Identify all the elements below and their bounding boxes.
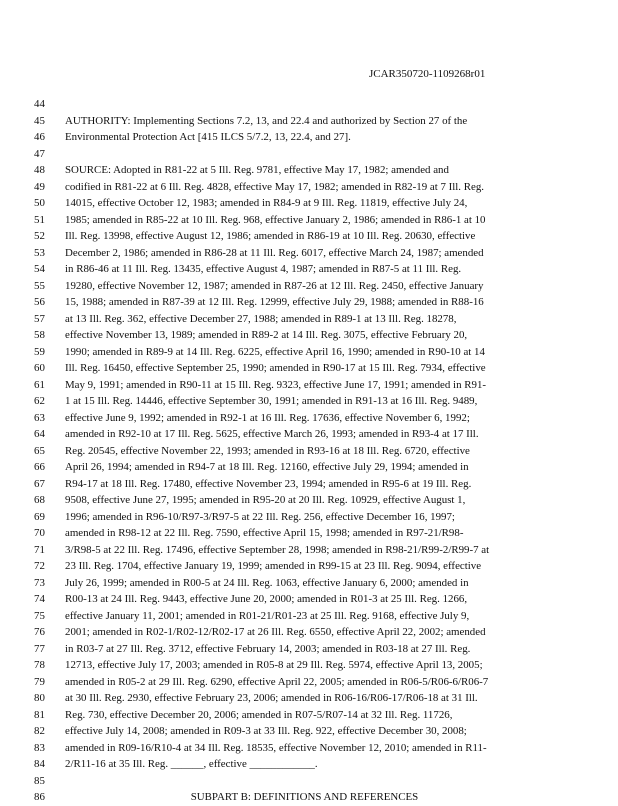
subpart-heading: SUBPART B: DEFINITIONS AND REFERENCES (190, 791, 419, 803)
line-number: 65 (34, 444, 45, 457)
line-number: 57 (34, 312, 45, 325)
line-number: 51 (34, 213, 45, 226)
line-text: May 9, 1991; amended in R90-11 at 15 Ill. Reg. 9323, effective June 17, 1991; amended in R91- (65, 378, 487, 391)
line-text: amended in R09-16/R10-4 at 34 Ill. Reg. 18535, effective November 12, 2010; amended in R11- (65, 741, 487, 754)
line-text: 1 at 15 Ill. Reg. 14446, effective September 30, 1991; amended in R91-13 at 16 Ill. Reg. 9489, (65, 395, 478, 407)
document-line (34, 294, 594, 311)
document-line (34, 525, 594, 542)
document-id: JCAR350720-1109268r01 (369, 68, 486, 80)
line-text: April 26, 1994; amended in R94-7 at 18 Ill. Reg. 12160, effective July 29, 1994; amended in (65, 461, 469, 473)
document-line (34, 459, 594, 476)
line-number: 60 (34, 362, 45, 374)
line-number: 62 (34, 395, 45, 407)
line-text (65, 773, 594, 790)
document-line (34, 410, 594, 427)
line-text: SOURCE: Adopted in R81-22 at 5 Ill. Reg. 9781, effective May 17, 1982; amended and (65, 164, 449, 176)
line-number: 50 (34, 197, 45, 209)
line-number: 45 (34, 114, 45, 127)
document-line (34, 509, 594, 526)
line-number: 58 (34, 329, 45, 341)
line-text: July 26, 1999; amended in R00-5 at 24 Ill. Reg. 1063, effective January 6, 2000; amended in (65, 576, 469, 589)
document-line (34, 212, 594, 229)
document-line (34, 377, 594, 394)
document-line (34, 707, 594, 724)
line-number: 52 (34, 230, 45, 242)
document-line (34, 789, 594, 806)
line-number: 84 (34, 758, 45, 770)
document-line (34, 608, 594, 625)
line-text: 12713, effective July 17, 2003; amended in R05-8 at 29 Ill. Reg. 5974, effective April 13, 2005; (65, 659, 483, 671)
line-number: 55 (34, 279, 45, 292)
document-line (34, 657, 594, 674)
line-text: 15, 1988; amended in R87-39 at 12 Ill. Reg. 12999, effective July 29, 1988; amended in R88-16 (65, 296, 484, 308)
line-text: amended in R98-12 at 22 Ill. Reg. 7590, effective April 15, 1998; amended in R97-21/R98- (65, 527, 464, 539)
line-text: 1990; amended in R89-9 at 14 Ill. Reg. 6225, effective April 16, 1990; amended in R90-10 at 14 (65, 345, 485, 358)
line-number: 72 (34, 560, 45, 572)
line-text: Reg. 730, effective December 20, 2006; amended in R07-5/R07-14 at 32 Ill. Reg. 11726, (65, 708, 453, 721)
line-text: amended in R92-10 at 17 Ill. Reg. 5625, effective March 26, 1993; amended in R93-4 at 17 Ill. (65, 428, 479, 440)
line-text: 19280, effective November 12, 1987; amended in R87-26 at 12 Ill. Reg. 2450, effective January (65, 279, 484, 292)
line-number: 74 (34, 593, 45, 605)
document-line (34, 344, 594, 361)
line-number: 66 (34, 461, 45, 473)
line-text: Ill. Reg. 16450, effective September 25, 1990; amended in R90-17 at 15 Ill. Reg. 7934, effective (65, 362, 486, 374)
line-text: Reg. 20545, effective November 22, 1993; amended in R93-16 at 18 Ill. Reg. 6720, effective (65, 444, 470, 457)
document-line (34, 575, 594, 592)
document-line (34, 96, 594, 113)
line-number: 77 (34, 642, 45, 655)
line-text: December 2, 1986; amended in R86-28 at 11 Ill. Reg. 6017, effective March 24, 1987; amended (65, 246, 484, 259)
line-number: 64 (34, 428, 45, 440)
document-line (34, 327, 594, 344)
line-text: in R86-46 at 11 Ill. Reg. 13435, effective August 4, 1987; amended in R87-5 at 11 Ill. Reg. (65, 263, 462, 275)
line-number: 71 (34, 543, 45, 556)
line-number: 59 (34, 345, 45, 358)
document-line (34, 162, 594, 179)
document-line (34, 146, 594, 163)
document-line (34, 443, 594, 460)
document-line (34, 278, 594, 295)
line-text: effective June 9, 1992; amended in R92-1 at 16 Ill. Reg. 17636, effective November 6, 1992; (65, 411, 470, 424)
line-text: effective July 14, 2008; amended in R09-3 at 33 Ill. Reg. 922, effective December 30, 2008; (65, 725, 467, 737)
line-number: 49 (34, 180, 45, 193)
line-number: 69 (34, 510, 45, 523)
document-line (34, 113, 594, 130)
document-line (34, 245, 594, 262)
line-number: 53 (34, 246, 45, 259)
line-number: 61 (34, 378, 45, 391)
document-line (34, 426, 594, 443)
line-text: Environmental Protection Act [415 ILCS 5/7.2, 13, 22.4, and 27]. (65, 131, 351, 143)
line-number: 85 (34, 774, 45, 787)
line-number: 68 (34, 494, 45, 506)
document-line (34, 261, 594, 278)
line-number: 67 (34, 477, 45, 490)
line-text (65, 96, 594, 113)
line-text (65, 146, 594, 163)
line-text: AUTHORITY: Implementing Sections 7.2, 13, and 22.4 and authorized by Section 27 of the (65, 114, 468, 127)
line-number: 83 (34, 741, 45, 754)
line-text: R94-17 at 18 Ill. Reg. 17480, effective November 23, 1994; amended in R95-6 at 19 Ill. Reg. (65, 477, 472, 490)
line-text: 3/R98-5 at 22 Ill. Reg. 17496, effective September 28, 1998; amended in R98-21/R99-2/R99-7 at (65, 543, 490, 556)
line-text: 2001; amended in R02-1/R02-12/R02-17 at 26 Ill. Reg. 6550, effective April 22, 2002; amended (65, 626, 486, 638)
line-text: in R03-7 at 27 Ill. Reg. 3712, effective February 14, 2003; amended in R03-18 at 27 Ill. Reg. (65, 642, 471, 655)
line-number: 54 (34, 263, 45, 275)
line-number: 76 (34, 626, 45, 638)
document-line (34, 558, 594, 575)
line-number: 48 (34, 164, 45, 176)
line-number: 44 (34, 98, 45, 110)
line-number: 82 (34, 725, 45, 737)
line-number: 75 (34, 609, 45, 622)
document-line (34, 624, 594, 641)
line-text: R00-13 at 24 Ill. Reg. 9443, effective June 20, 2000; amended in R01-3 at 25 Ill. Reg. 1266, (65, 593, 468, 605)
line-number: 78 (34, 659, 45, 671)
document-body (34, 96, 594, 806)
line-text: effective November 13, 1989; amended in R89-2 at 14 Ill. Reg. 3075, effective February 20, (65, 329, 468, 341)
line-text: 9508, effective June 27, 1995; amended in R95-20 at 20 Ill. Reg. 10929, effective August 1, (65, 494, 466, 506)
document-line (34, 492, 594, 509)
document-line (34, 723, 594, 740)
line-text: 1985; amended in R85-22 at 10 Ill. Reg. 968, effective January 2, 1986; amended in R86-1 at 10 (65, 213, 486, 226)
line-text: 1996; amended in R96-10/R97-3/R97-5 at 22 Ill. Reg. 256, effective December 16, 1997; (65, 510, 455, 523)
document-line (34, 674, 594, 691)
line-text: at 13 Ill. Reg. 362, effective December 27, 1988; amended in R89-1 at 13 Ill. Reg. 18278, (65, 312, 457, 325)
line-text: Ill. Reg. 13998, effective August 12, 1986; amended in R86-19 at 10 Ill. Reg. 20630, effective (65, 230, 476, 242)
line-text: effective January 11, 2001; amended in R01-21/R01-23 at 25 Ill. Reg. 9168, effective July 9, (65, 609, 470, 622)
line-number: 56 (34, 296, 45, 308)
line-number: 79 (34, 675, 45, 688)
line-number: 46 (34, 131, 45, 143)
line-text: amended in R05-2 at 29 Ill. Reg. 6290, effective April 22, 2005; amended in R06-5/R06-6/R06-7 (65, 675, 489, 688)
document-line (34, 773, 594, 790)
line-text: at 30 Ill. Reg. 2930, effective February 23, 2006; amended in R06-16/R06-17/R06-18 at 31 Ill. (65, 692, 478, 704)
document-line (34, 690, 594, 707)
document-line (34, 179, 594, 196)
document-line (34, 195, 594, 212)
line-text: 23 Ill. Reg. 1704, effective January 19, 1999; amended in R99-15 at 23 Ill. Reg. 9094, effective (65, 560, 482, 572)
document-line (34, 311, 594, 328)
line-number: 47 (34, 147, 45, 160)
line-text: codified in R81-22 at 6 Ill. Reg. 4828, effective May 17, 1982; amended in R82-19 at 7 Ill. Reg. (65, 180, 485, 193)
line-number: 81 (34, 708, 45, 721)
line-number: 86 (34, 791, 45, 803)
line-number: 70 (34, 527, 45, 539)
line-number: 80 (34, 692, 45, 704)
document-line (34, 542, 594, 559)
document-line (34, 476, 594, 493)
line-number: 63 (34, 411, 45, 424)
document-line (34, 393, 594, 410)
document-line (34, 228, 594, 245)
document-line (34, 591, 594, 608)
line-number: 73 (34, 576, 45, 589)
document-line (34, 641, 594, 658)
line-text: 2/R11-16 at 35 Ill. Reg. ______, effective ____________. (65, 758, 318, 770)
document-line (34, 360, 594, 377)
document-line (34, 129, 594, 146)
document-line (34, 756, 594, 773)
document-line (34, 740, 594, 757)
line-text: 14015, effective October 12, 1983; amended in R84-9 at 9 Ill. Reg. 11819, effective July 24, (65, 197, 468, 209)
